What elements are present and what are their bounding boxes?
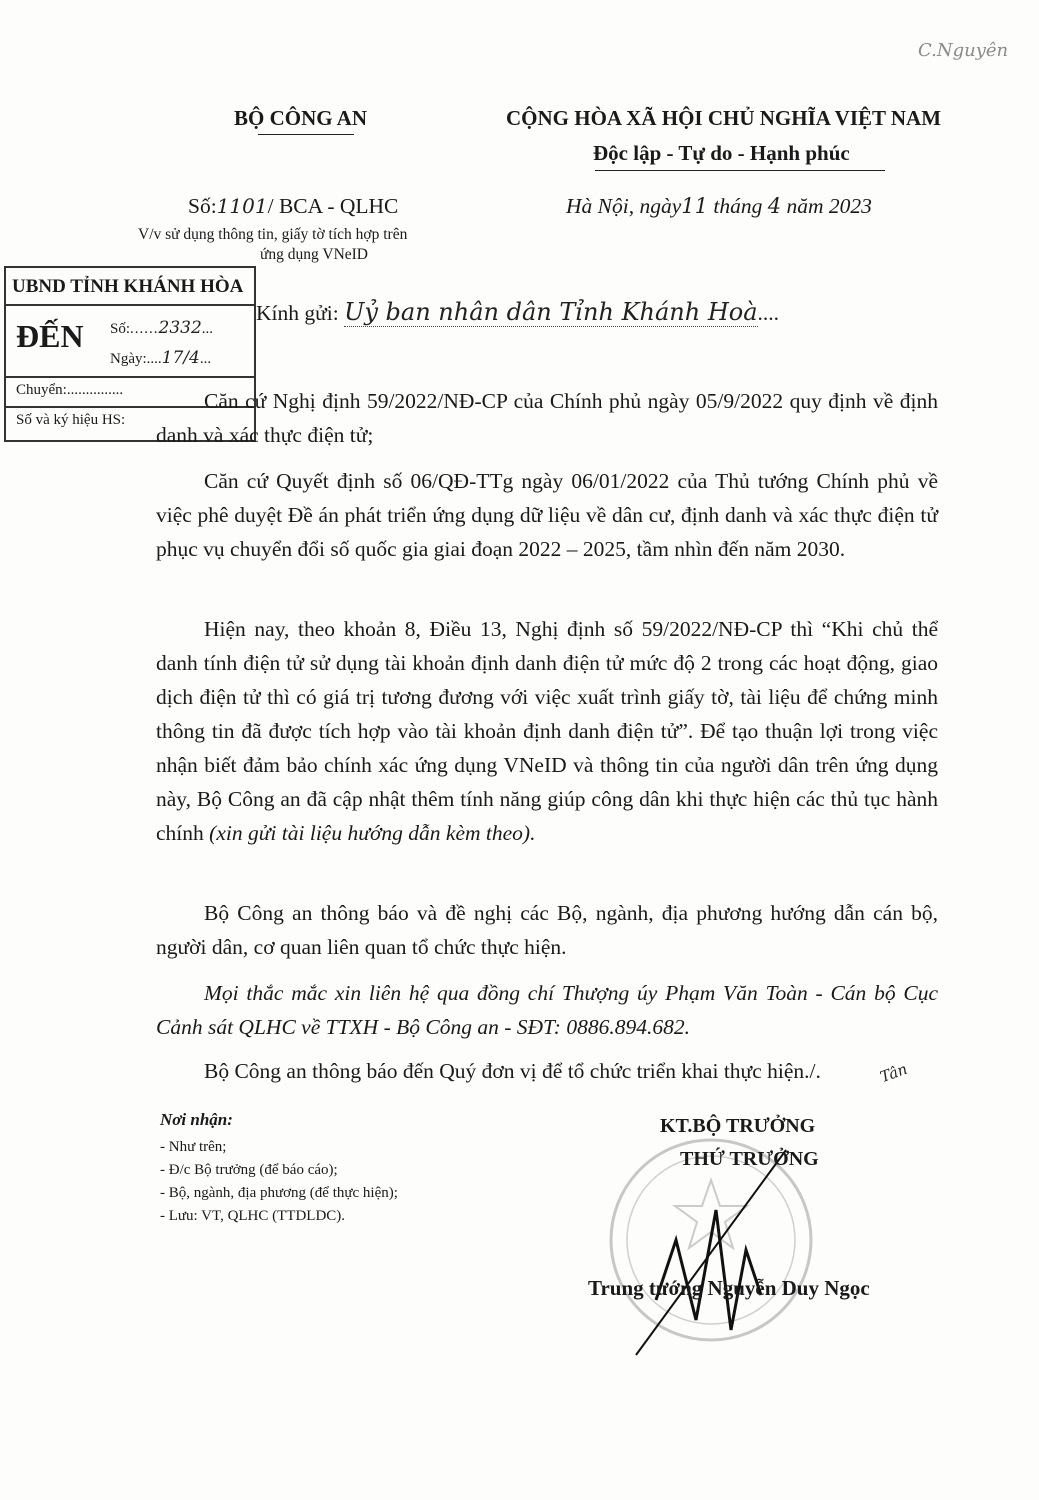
recipient-item: - Như trên; bbox=[160, 1139, 227, 1155]
agency-underline bbox=[258, 134, 354, 135]
stamp-org: UBND TỈNH KHÁNH HÒA bbox=[12, 276, 244, 297]
stamp-so-value: 2332 bbox=[158, 318, 202, 338]
agency-name: BỘ CÔNG AN bbox=[234, 106, 368, 130]
paragraph-1: Căn cứ Nghị định 59/2022/NĐ-CP của Chính phủ ngày 05/9/2022 quy định về định danh và xác thực điện tử; bbox=[156, 389, 938, 447]
recipient-item: - Đ/c Bộ trưởng (để báo cáo); bbox=[160, 1162, 338, 1178]
date-month: 4 bbox=[767, 194, 782, 218]
paragraph-3 bbox=[156, 612, 938, 850]
country-name: CỘNG HÒA XÃ HỘI CHỦ NGHĨA VIỆT NAM bbox=[506, 106, 942, 130]
doc-number-suffix: / BCA - QLHC bbox=[267, 194, 399, 218]
issue-date bbox=[566, 194, 872, 219]
stamp-ngay-label: Ngày: bbox=[110, 351, 147, 367]
paragraph-4: Bộ Công an thông báo và đề nghị các Bộ, ngành, địa phương hướng dẫn cán bộ, người dân, cơ quan liên quan tổ chức thực hiện. bbox=[156, 901, 938, 959]
stamp-so: Số:......2332... bbox=[110, 318, 214, 338]
paragraph-5: Mọi thắc mắc xin liên hệ qua đồng chí Thượng úy Phạm Văn Toàn - Cán bộ Cục Cảnh sát QLHC về TTXH - Bộ Công an - SĐT: 0886.894.682. bbox=[156, 981, 938, 1039]
stamp-den: ĐẾN bbox=[16, 318, 84, 354]
stamp-so-label: Số: bbox=[110, 321, 131, 337]
doc-number-prefix: Số: bbox=[188, 194, 217, 218]
document-number bbox=[188, 194, 398, 219]
paragraph-2: Căn cứ Quyết định số 06/QĐ-TTg ngày 06/01/2022 của Thủ tướng Chính phủ về việc phê duyệt Đề án phát triển ứng dụng dữ liệu về dân cư, định danh và xác thực điện tử phục vụ chuyển đổi số quốc gia giai đoạn 2022 – 2025, tầm nhìn đến năm 2030. bbox=[156, 469, 938, 561]
recipients-list bbox=[160, 1136, 398, 1228]
subject-line-1: V/v sử dụng thông tin, giấy tờ tích hợp trên bbox=[138, 226, 408, 243]
subject-line-2: ứng dụng VNeID bbox=[260, 246, 368, 263]
recipient-label: Kính gửi: bbox=[256, 301, 339, 325]
recipients-title: Nơi nhận: bbox=[160, 1110, 233, 1129]
recipient-item: - Lưu: VT, QLHC (TTDLDC). bbox=[160, 1208, 346, 1224]
stamp-chuyen: Chuyển:............... bbox=[16, 382, 124, 398]
signer-name: Trung tướng Nguyễn Duy Ngọc bbox=[588, 1276, 870, 1300]
stamp-chuyen-label: Chuyển: bbox=[16, 382, 67, 398]
paragraph-6: Bộ Công an thông báo đến Quý đơn vị để tổ chức triển khai thực hiện./. bbox=[204, 1059, 821, 1083]
recipient-item: - Bộ, ngành, địa phương (để thực hiện); bbox=[160, 1185, 398, 1201]
paragraph-3-text: Hiện nay, theo khoản 8, Điều 13, Nghị định số 59/2022/NĐ-CP thì “Khi chủ thể danh tính điện tử sử dụng tài khoản định danh điện tử mức độ 2 trong các hoạt động, giao dịch điện tử thì có giá trị tương đương với việc xuất trình giấy tờ, tài liệu để chứng minh thông tin đã được tích hợp vào tài khoản định danh điện tử”. Để tạo thuận lợi trong việc nhận biết đảm bảo chính xác ứng dụng VNeID và thông tin của người dân trên ứng dụng này, Bộ Công an đã cập nhật thêm tính năng giúp công dân khi thực hiện các thủ tục hành chính bbox=[156, 617, 938, 845]
initials-mark: Tân bbox=[877, 1059, 910, 1087]
stamp-divider-top bbox=[6, 304, 254, 306]
signature-title-2: THỨ TRƯỞNG bbox=[680, 1148, 819, 1170]
stamp-ngay: Ngày:....17/4... bbox=[110, 348, 212, 368]
signature-title-1: KT.BỘ TRƯỞNG bbox=[660, 1115, 816, 1137]
date-place: Hà Nội, ngày bbox=[566, 194, 682, 218]
corner-handwritten-note: C.Nguyên bbox=[918, 40, 1009, 61]
stamp-divider-mid bbox=[6, 376, 254, 378]
date-day: 11 bbox=[681, 194, 708, 218]
paragraph-3-italic: (xin gửi tài liệu hướng dẫn kèm theo). bbox=[209, 821, 536, 845]
stamp-ngay-value: 17/4 bbox=[161, 348, 200, 368]
national-motto: Độc lập - Tự do - Hạnh phúc bbox=[593, 141, 850, 165]
date-month-label: tháng bbox=[713, 194, 763, 218]
recipient-line: Kính gửi: Uỷ ban nhân dân Tỉnh Khánh Hoà.... bbox=[256, 298, 779, 326]
doc-number-handwritten: 1101 bbox=[216, 194, 268, 218]
motto-underline bbox=[595, 170, 885, 171]
recipient-handwritten: Uỷ ban nhân dân Tỉnh Khánh Hoà bbox=[344, 298, 758, 326]
date-year: năm 2023 bbox=[786, 194, 872, 218]
stamp-hs-label: Số và ký hiệu HS: bbox=[16, 412, 126, 428]
